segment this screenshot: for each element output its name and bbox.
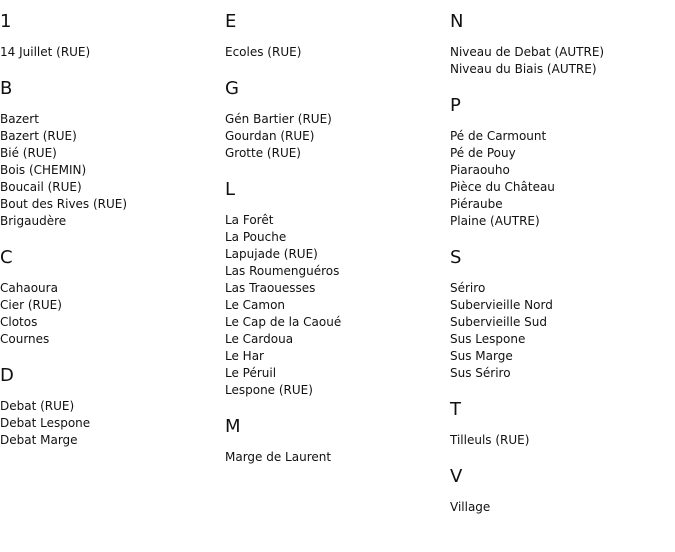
street-link[interactable]: Piéraube <box>450 197 503 211</box>
index-column-1 <box>0 10 220 465</box>
street-link[interactable]: Cier (RUE) <box>0 298 62 312</box>
letter-group <box>450 465 670 516</box>
street-list <box>0 111 220 230</box>
street-link[interactable]: Sériro <box>450 281 486 295</box>
street-link[interactable]: Sus Sériro <box>450 366 511 380</box>
street-link[interactable]: Pé de Carmount <box>450 129 547 143</box>
index-column-3 <box>450 10 670 532</box>
letter-heading: C <box>0 247 13 268</box>
street-link[interactable]: Debat Lespone <box>0 416 91 430</box>
letter-group <box>225 10 445 61</box>
street-list <box>0 398 220 449</box>
letter-heading: 1 <box>0 11 12 32</box>
street-link[interactable]: Lapujade (RUE) <box>225 247 318 261</box>
letter-heading: D <box>0 365 14 386</box>
letter-heading: L <box>225 179 236 200</box>
street-link[interactable]: Gén Bartier (RUE) <box>225 112 332 126</box>
street-list <box>450 432 670 449</box>
street-link[interactable]: Bazert (RUE) <box>0 129 77 143</box>
street-list <box>225 449 445 466</box>
street-link[interactable]: Sus Marge <box>450 349 513 363</box>
letter-group <box>450 94 670 230</box>
street-link[interactable]: Subervieille Sud <box>450 315 548 329</box>
letter-heading: S <box>450 247 462 268</box>
street-link[interactable]: Plaine (AUTRE) <box>450 214 540 228</box>
street-list <box>450 280 670 382</box>
street-link[interactable]: Debat (RUE) <box>0 399 75 413</box>
letter-heading: V <box>450 466 463 487</box>
letter-heading: B <box>0 78 13 99</box>
letter-group <box>0 77 220 230</box>
letter-heading: E <box>225 11 237 32</box>
street-link[interactable]: Lespone (RUE) <box>225 383 313 397</box>
street-link[interactable]: Le Har <box>225 349 264 363</box>
letter-heading: N <box>450 11 464 32</box>
street-link[interactable]: Le Camon <box>225 298 286 312</box>
street-link[interactable]: Bout des Rives (RUE) <box>0 197 128 211</box>
letter-group <box>450 398 670 449</box>
street-list <box>225 212 445 399</box>
street-link[interactable]: Brigaudère <box>0 214 67 228</box>
letter-heading: G <box>225 78 239 99</box>
street-link[interactable]: Niveau du Biais (AUTRE) <box>450 62 597 76</box>
street-list <box>0 44 220 61</box>
index-column-2 <box>225 10 445 482</box>
letter-group <box>0 10 220 61</box>
street-link[interactable]: Las Traouesses <box>225 281 316 295</box>
letter-group <box>225 415 445 466</box>
street-link[interactable]: La Pouche <box>225 230 287 244</box>
street-list <box>450 44 670 78</box>
letter-group <box>450 10 670 78</box>
street-link[interactable]: Marge de Laurent <box>225 450 332 464</box>
street-link[interactable]: Bazert <box>0 112 39 126</box>
street-link[interactable]: Pé de Pouy <box>450 146 516 160</box>
street-list <box>450 499 670 516</box>
street-list <box>450 128 670 230</box>
letter-heading: P <box>450 95 461 116</box>
street-link[interactable]: Tilleuls (RUE) <box>450 433 530 447</box>
street-link[interactable]: 14 Juillet (RUE) <box>0 45 91 59</box>
street-link[interactable]: Debat Marge <box>0 433 78 447</box>
letter-heading: T <box>450 399 461 420</box>
street-link[interactable]: Subervieille Nord <box>450 298 553 312</box>
street-link[interactable]: Boucail (RUE) <box>0 180 82 194</box>
street-link[interactable]: Pièce du Château <box>450 180 555 194</box>
street-link[interactable]: Le Cardoua <box>225 332 294 346</box>
letter-group <box>0 246 220 348</box>
street-link[interactable]: Bié (RUE) <box>0 146 57 160</box>
letter-group <box>225 77 445 162</box>
street-list <box>225 44 445 61</box>
street-link[interactable]: La Forêt <box>225 213 274 227</box>
letter-group <box>225 178 445 399</box>
street-link[interactable]: Piaraouho <box>450 163 510 177</box>
street-link[interactable]: Clotos <box>0 315 38 329</box>
street-link[interactable]: Le Péruil <box>225 366 277 380</box>
street-link[interactable]: Ecoles (RUE) <box>225 45 302 59</box>
street-link[interactable]: Grotte (RUE) <box>225 146 301 160</box>
street-link[interactable]: Le Cap de la Caoué <box>225 315 342 329</box>
street-list <box>225 111 445 162</box>
street-link[interactable]: Cournes <box>0 332 50 346</box>
street-link[interactable]: Las Roumenguéros <box>225 264 340 278</box>
letter-group <box>450 246 670 382</box>
street-link[interactable]: Bois (CHEMIN) <box>0 163 87 177</box>
street-link[interactable]: Cahaoura <box>0 281 58 295</box>
street-list <box>0 280 220 348</box>
street-link[interactable]: Gourdan (RUE) <box>225 129 315 143</box>
street-link[interactable]: Niveau de Debat (AUTRE) <box>450 45 605 59</box>
letter-heading: M <box>225 416 241 437</box>
street-link[interactable]: Village <box>450 500 491 514</box>
street-link[interactable]: Sus Lespone <box>450 332 526 346</box>
letter-group <box>0 364 220 449</box>
